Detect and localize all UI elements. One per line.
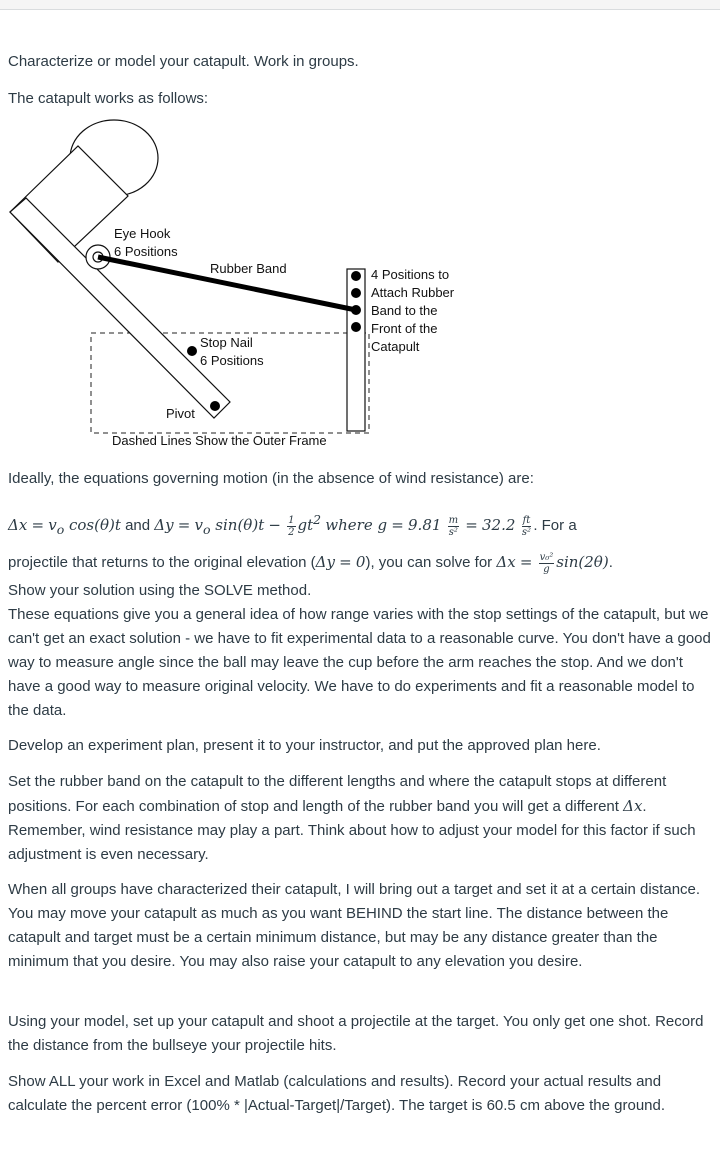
paragraph-work: Show ALL your work in Excel and Matlab (calculations and results). Record your actual results and calculate the percent error (100% * |Actual-Target|/Target). The target is 60.5 cm above the ground. [8,1073,666,1114]
equation-line-1 [8,504,613,546]
paragraph-setup: Set the rubber band on the catapult to the different lengths and where the catapult stops at different positions. For each combination of stop and length of the rubber band you will get a different Δx. Remember, wind resistance may play a part. Think about how to adjust your model for this factor if such adjustment is even necessary. [8,773,696,863]
si-units: $\frac{m}{\text{s²}}$ [448,514,459,538]
dx-lhs: Δx [8,516,28,534]
dx-v: v [48,516,57,534]
paragraph-target: When all groups have characterized their catapult, I will bring out a target and set it at a certain distance. You may move your catapult as much as you want BEHIND the start line. The distance between the catapult and target must be a certain minimum distance, but may be any distance greater than the minimum that you desire. You may also raise your catapult to any elevation you desire. [8,881,701,970]
attach-hole-2 [351,288,361,298]
and-text: and [125,517,155,534]
attach-label-line-5: Catapult [371,339,420,354]
rubber-band-label: Rubber Band [210,261,287,276]
dx-cos: cos(θ)t [64,516,121,534]
p3-dx: Δx [623,797,643,815]
paragraph-shot: Using your model, set up your catapult and shoot a projectile at the target. You only get one shot. Record the distance from the bullseye your projectile hits. [8,1013,704,1054]
dy-v: v [194,516,203,534]
attach-label-line-1: 4 Positions to [371,267,450,282]
stop-nail-label: Stop Nail [200,335,253,350]
attach-hole-1 [351,271,361,281]
catapult-diagram [8,116,488,456]
paragraph-plan: Develop an experiment plan, present it to your instructor, and put the approved plan here. [8,737,601,754]
for-a-text: . For a [533,517,577,534]
eq-sign-3: = [391,516,404,534]
dy-lhs: Δy [154,516,174,534]
line2-mid: ), you can solve for [365,554,497,571]
dx-solve: Δx [496,553,516,571]
us-units: $\frac{ft}{\text{s²}}$ [521,514,532,538]
eq-sign-6: = [519,553,533,571]
g-si-value: 9.81 [408,516,442,534]
gt-exponent: 2 [313,512,322,527]
range-fraction: $\frac{\text{v₀²}}{g}$ [539,551,554,575]
dx-v-sub: o [56,522,65,537]
half-fraction: $\frac{1}{2}$ [288,514,295,538]
where-text: where [325,516,378,534]
eq-sign-4: = [465,516,478,534]
intro-line-1: Characterize or model your catapult. Work in groups. [8,53,359,70]
pivot-label: Pivot [166,406,195,421]
line2-text: projectile that returns to the original elevation ( [8,554,316,571]
intro-line-2: The catapult works as follows: [8,90,209,107]
stop-nail [187,346,197,356]
dy-sin: sin(θ)t [210,516,265,534]
eye-hook-positions-label: 6 Positions [114,244,178,259]
eq-sign-5: = [339,553,352,571]
gt-term: gt [297,516,314,534]
attach-hole-4 [351,322,361,332]
dy-zero-lhs: Δy [315,553,335,571]
attach-label-line-2: Attach Rubber [371,285,455,300]
frame-caption: Dashed Lines Show the Outer Frame [112,433,327,448]
attach-label-line-3: Band to the [371,303,438,318]
attach-label-line-4: Front of the [371,321,438,336]
eq-sign-2: = [177,516,191,534]
stop-nail-positions-label: 6 Positions [200,353,264,368]
g-us-value: 32.2 [482,516,516,534]
equation-line-2 [8,546,613,579]
eye-hook-label: Eye Hook [114,226,171,241]
range-sin: sin(2θ) [556,553,609,571]
minus-sign: − [268,516,281,534]
equations-paragraph [8,504,613,603]
pivot-point [210,401,220,411]
solve-method-line: Show your solution using the SOLVE method. [8,582,312,599]
paragraph-range: These equations give you a general idea of how range varies with the stop settings of the catapult, but we can't get an exact solution - we have to fit experimental data to a reasonable curve. You don't have a good way to measure angle since the ball may leave the cup before the arm reaches the stop. And we don't have a good way to measure original velocity. We have to do experiments and fit a reasonable model to the data. [8,606,711,719]
ideal-equations-intro: Ideally, the equations governing motion (in the absence of wind resistance) are: [8,470,534,487]
line2-end: . [608,554,613,571]
eq-sign: = [31,516,45,534]
top-toolbar-strip [0,0,720,10]
zero-value: 0 [355,553,366,571]
g-symbol: g [377,516,388,534]
attach-hole-3 [351,305,361,315]
dy-v-sub: o [203,522,211,537]
